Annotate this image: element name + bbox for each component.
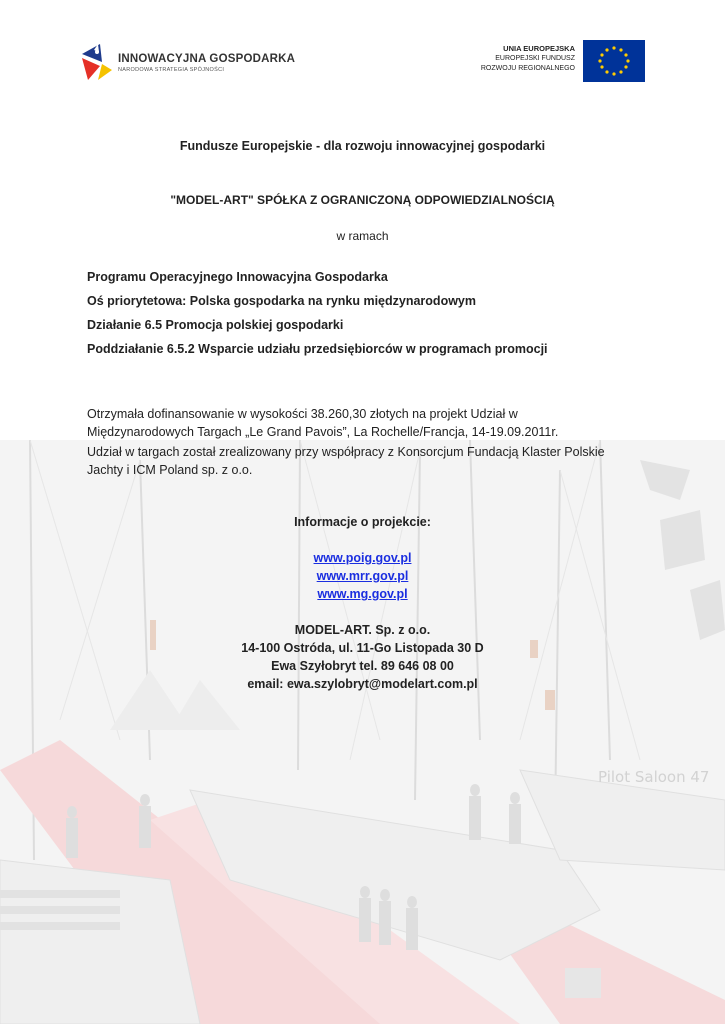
ig-logo-icon [80,40,116,84]
company-name: "MODEL-ART" SPÓŁKA Z OGRANICZONĄ ODPOWIEDZIALNOŚCIĄ [170,193,555,207]
cooperation-line-2: Jachty i ICM Poland sp. z o.o. [87,463,253,477]
contact-person: Ewa Szyłobryt tel. 89 646 08 00 [271,659,454,673]
in-scope-text: w ramach [336,229,389,243]
eu-line-3: ROZWOJU REGIONALNEGO [480,65,575,72]
innowacyjna-gospodarka-logo [80,40,320,84]
cooperation-line-1: Udział w targach został zrealizowany przy współpracy z Konsorcjum Fundacją Klaster Polskie [87,445,605,459]
cooperation-paragraph [87,443,647,479]
priority-axis-line: Oś priorytetowa: Polska gospodarka na rynku międzynarodowym [87,294,476,308]
ig-logo-title: INNOWACYJNA GOSPODARKA [118,53,296,65]
document-heading: Fundusze Europejskie - dla rozwoju innowacyjnej gospodarki [179,139,546,153]
program-line: Programu Operacyjnego Innowacyjna Gospodarka [87,270,388,284]
contact-email: email: ewa.szylobryt@modelart.com.pl [247,677,478,691]
eu-line-1: UNIA EUROPEJSKA [503,44,575,53]
contact-company: MODEL-ART. Sp. z o.o. [294,623,431,637]
eu-flag-icon [583,40,645,82]
link-mrr[interactable]: www.mrr.gov.pl [316,569,409,583]
boat-name-text: Pilot Saloon 47 [598,768,710,786]
contact-address: 14-100 Ostróda, ul. 11-Go Listopada 30 D [241,641,484,655]
link-mg[interactable]: www.mg.gov.pl [317,587,408,601]
eu-logo-text [481,44,575,74]
subaction-line: Poddziałanie 6.5.2 Wsparcie udziału przedsiębiorców w programach promocji [87,342,548,356]
funding-line-1: Otrzymała dofinansowanie w wysokości 38.260,30 złotych na projekt Udział w [87,407,518,421]
funding-line-2: Międzynarodowych Targach „Le Grand Pavois”, La Rochelle/Francja, 14-19.09.2011r. [87,425,559,439]
ig-logo-subtitle: NARODOWA STRATEGIA SPÓJNOŚCI [118,67,225,73]
eu-logo [460,40,645,84]
funding-paragraph [87,405,647,441]
action-line: Działanie 6.5 Promocja polskiej gospodarki [87,318,344,332]
eu-line-2: EUROPEJSKI FUNDUSZ [495,55,575,62]
info-heading: Informacje o projekcie: [294,515,431,529]
link-poig[interactable]: www.poig.gov.pl [313,551,412,565]
